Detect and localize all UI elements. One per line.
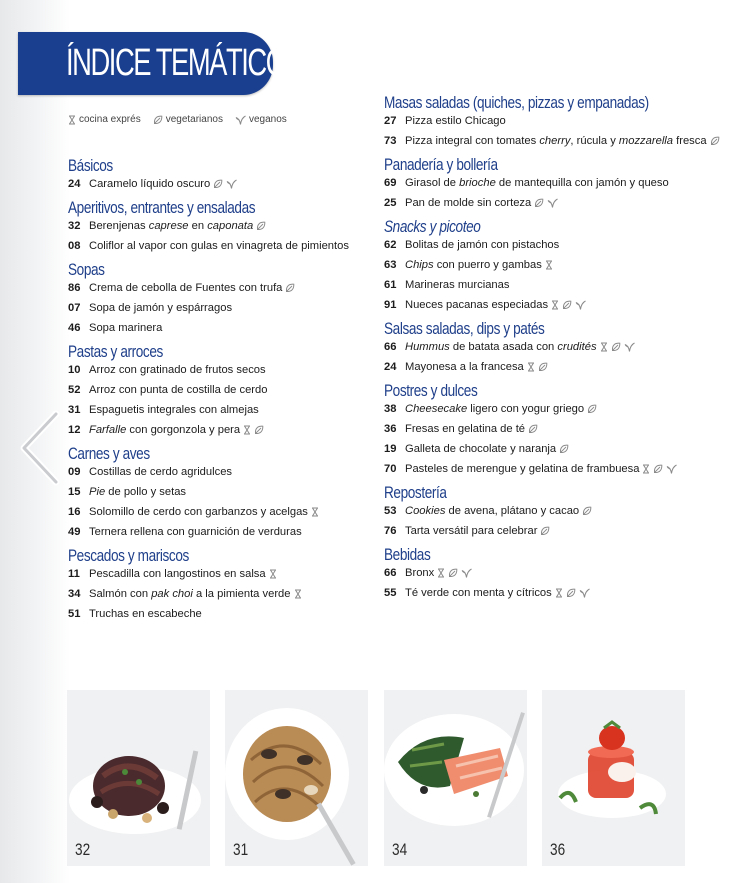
recipe-name-text: Fresas en gelatina de té (405, 423, 526, 435)
recipe-name-text: Sopa marinera (89, 322, 163, 334)
recipe-name-text: Mayonesa a la francesa (405, 361, 524, 373)
section-title: Básicos (68, 156, 113, 175)
index-section (384, 216, 724, 312)
recipe-name (405, 114, 724, 128)
recipe-name-text: Té verde con menta y cítricos (405, 587, 552, 599)
recipe-name-text: Galleta de chocolate y naranja (405, 443, 557, 455)
recipe-entry[interactable] (384, 422, 724, 436)
page-title: ÍNDICE TEMÁTICO (66, 42, 286, 84)
left-column (68, 151, 408, 627)
leaf-icon (611, 342, 621, 352)
recipe-name-text: fresca (673, 135, 707, 147)
page-number: 62 (384, 239, 397, 251)
index-section (384, 92, 724, 148)
leaf-icon (566, 588, 576, 598)
page-number: 38 (384, 403, 397, 415)
photo-page-number: 36 (550, 840, 566, 859)
recipe-name-italic: brioche (459, 177, 496, 189)
recipe-name-text: Arroz con gratinado de frutos secos (89, 364, 266, 376)
recipe-entry[interactable] (384, 258, 724, 272)
recipe-name (405, 586, 724, 600)
photo-strawberry (542, 690, 685, 866)
recipe-name (89, 465, 408, 479)
icon-legend (68, 114, 299, 125)
index-section (68, 259, 408, 335)
page-number: 09 (68, 466, 81, 478)
diet-icons (524, 361, 548, 373)
recipe-entry[interactable] (384, 504, 724, 518)
recipe-entry[interactable] (68, 465, 408, 479)
recipe-name (405, 196, 724, 210)
legend-item (153, 114, 223, 125)
sprout-icon (575, 300, 586, 310)
right-column (384, 88, 724, 606)
hourglass-icon (545, 260, 553, 270)
recipe-name (89, 505, 408, 519)
diet-icons (525, 423, 538, 435)
index-section (68, 155, 408, 191)
page-number: 34 (68, 588, 81, 600)
hourglass-icon (437, 568, 445, 578)
page-number: 16 (68, 506, 81, 518)
recipe-name-text: de mantequilla con jamón y queso (495, 177, 669, 189)
legend-item (235, 114, 287, 125)
sprout-icon (547, 198, 558, 208)
diet-icons (210, 178, 237, 190)
page-number: 69 (384, 177, 397, 189)
recipe-name-text: Berenjenas (89, 220, 149, 232)
page-number: 32 (68, 220, 81, 232)
page-number: 12 (68, 424, 81, 436)
recipe-name-text: Arroz con punta de costilla de cerdo (89, 384, 268, 396)
recipe-name (89, 587, 408, 601)
recipe-name (405, 504, 724, 518)
recipe-name (89, 383, 408, 397)
diet-icons (291, 588, 302, 600)
recipe-name-italic: Hummus (405, 341, 450, 353)
recipe-entry[interactable] (384, 238, 724, 252)
diet-icons (556, 443, 569, 455)
recipe-name-italic: Farfalle (89, 424, 127, 436)
page-number: 36 (384, 423, 397, 435)
page-number: 46 (68, 322, 81, 334)
page-number: 61 (384, 279, 397, 291)
section-title: Carnes y aves (68, 444, 150, 463)
recipe-name-text: Bolitas de jamón con pistachos (405, 239, 560, 251)
recipe-name-text: Sopa de jamón y espárragos (89, 302, 233, 314)
diet-icons (639, 463, 677, 475)
photo-salmon (384, 690, 527, 866)
page-number: 11 (68, 568, 80, 580)
page-number: 66 (384, 567, 397, 579)
recipe-name-text: Bronx (405, 567, 435, 579)
recipe-entry[interactable] (68, 281, 408, 295)
section-title: Pastas y arroces (68, 342, 163, 361)
recipe-name-text: , rúcula y (570, 135, 619, 147)
page-number: 31 (68, 404, 81, 416)
diet-icons (282, 282, 295, 294)
leaf-icon (710, 136, 720, 146)
hourglass-icon (311, 507, 319, 517)
recipe-name (405, 134, 724, 148)
recipe-name-italic: Pie (89, 486, 106, 498)
page-number: 25 (384, 197, 397, 209)
recipe-entry[interactable] (68, 423, 408, 437)
leaf-icon (562, 300, 572, 310)
page-number: 51 (68, 608, 81, 620)
index-section (384, 318, 724, 374)
recipe-name-text: de pollo y setas (105, 486, 187, 498)
legend-label: vegetarianos (165, 114, 223, 125)
diet-icons (253, 220, 266, 232)
recipe-name-text: Solomillo de cerdo con garbanzos y acelgas (89, 506, 308, 518)
page-number: 63 (384, 259, 397, 271)
leaf-icon (256, 221, 266, 231)
recipe-name-text: Pescadilla con langostinos en salsa (89, 568, 266, 580)
recipe-entry[interactable] (384, 402, 724, 416)
recipe-name (405, 524, 724, 538)
leaf-icon (213, 179, 223, 189)
recipe-name-text: de batata asada con (449, 341, 558, 353)
page-number: 70 (384, 463, 397, 475)
sprout-icon (666, 464, 677, 474)
recipe-entry[interactable] (384, 134, 724, 148)
photo-page-number: 32 (75, 840, 91, 859)
recipe-name-italic: crudités (557, 341, 597, 353)
leaf-icon (540, 526, 550, 536)
page-number: 76 (384, 525, 397, 537)
recipe-entry[interactable] (68, 301, 408, 315)
recipe-name (405, 442, 724, 456)
diet-icons (434, 567, 472, 579)
recipe-name-text: en (188, 220, 208, 232)
leaf-icon (448, 568, 458, 578)
index-section (68, 545, 408, 621)
recipe-name (89, 363, 408, 377)
recipe-name (405, 258, 724, 272)
section-title: Repostería (384, 483, 447, 502)
section-title: Masas saladas (quiches, pizzas y empanadas) (384, 93, 649, 112)
recipe-name-text: Tarta versátil para celebrar (405, 525, 538, 537)
leaf-icon (528, 424, 538, 434)
leaf-icon (285, 283, 295, 293)
recipe-entry[interactable] (384, 586, 724, 600)
recipe-entry[interactable] (68, 177, 408, 191)
photo-page-number: 34 (392, 840, 408, 859)
hourglass-icon (269, 569, 277, 579)
page-number: 07 (68, 302, 81, 314)
recipe-name-italic: mozzarella (618, 135, 674, 147)
diet-icons (240, 424, 264, 436)
sprout-icon (235, 115, 246, 125)
photo-spaghetti (225, 690, 368, 866)
leaf-icon (559, 444, 569, 454)
recipe-entry[interactable] (68, 239, 408, 253)
hourglass-icon (294, 589, 302, 599)
recipe-name-text: de avena, plátano y cacao (445, 505, 580, 517)
diet-icons (584, 403, 597, 415)
sprout-icon (579, 588, 590, 598)
hourglass-icon (68, 115, 76, 125)
recipe-name-text: Salmón con (89, 588, 152, 600)
leaf-icon (582, 506, 592, 516)
recipe-name-text: Caramelo líquido oscuro (89, 178, 211, 190)
page-number: 86 (68, 282, 81, 294)
chevron-left-icon (18, 410, 64, 486)
recipe-name (405, 298, 724, 312)
recipe-entry[interactable] (384, 462, 724, 476)
section-title: Aperitivos, entrantes y ensaladas (68, 198, 256, 217)
legend-label: veganos (248, 114, 287, 125)
page-number: 52 (68, 384, 81, 396)
recipe-entry[interactable] (384, 360, 724, 374)
recipe-name (89, 607, 408, 621)
leaf-icon (653, 464, 663, 474)
recipe-entry[interactable] (384, 442, 724, 456)
page-number: 73 (384, 135, 397, 147)
recipe-name-italic: Chips (405, 259, 434, 271)
recipe-name-text: Pasteles de merengue y gelatina de frambuesa (405, 463, 640, 475)
section-title: Salsas saladas, dips y patés (384, 319, 545, 338)
recipe-name-text: Crema de cebolla de Fuentes con trufa (89, 282, 283, 294)
recipe-entry[interactable] (384, 176, 724, 190)
page-number: 19 (384, 443, 397, 455)
hourglass-icon (600, 342, 608, 352)
recipe-entry[interactable] (68, 525, 408, 539)
recipe-name (405, 278, 724, 292)
index-section (384, 154, 724, 210)
recipe-entry[interactable] (384, 278, 724, 292)
recipe-name (405, 360, 724, 374)
recipe-entry[interactable] (384, 114, 724, 128)
recipe-name (405, 462, 724, 476)
diet-icons (597, 341, 635, 353)
section-title: Pescados y mariscos (68, 546, 189, 565)
section-title: Bebidas (384, 545, 431, 564)
page-number: 53 (384, 505, 397, 517)
recipe-name (89, 403, 408, 417)
recipe-entry[interactable] (68, 403, 408, 417)
diet-icons (537, 525, 550, 537)
diet-icons (548, 299, 586, 311)
recipe-name (405, 566, 724, 580)
recipe-name-italic: cherry (539, 135, 571, 147)
diet-icons (552, 587, 590, 599)
recipe-name (405, 402, 724, 416)
recipe-name (89, 281, 408, 295)
recipe-entry[interactable] (68, 567, 408, 581)
hourglass-icon (243, 425, 251, 435)
leaf-icon (587, 404, 597, 414)
title-banner (18, 32, 286, 95)
page-number: 24 (68, 178, 81, 190)
page-number: 66 (384, 341, 397, 353)
recipe-name (405, 340, 724, 354)
index-section (384, 380, 724, 476)
recipe-name-text: Espaguetis integrales con almejas (89, 404, 259, 416)
recipe-entry[interactable] (384, 298, 724, 312)
recipe-name-text: con gorgonzola y pera (126, 424, 241, 436)
recipe-entry[interactable] (68, 321, 408, 335)
diet-icons (531, 197, 558, 209)
sprout-icon (624, 342, 635, 352)
section-title: Sopas (68, 260, 105, 279)
page-number: 49 (68, 526, 81, 538)
page-number: 24 (384, 361, 397, 373)
recipe-name-text: Marineras murcianas (405, 279, 510, 291)
recipe-name (89, 567, 408, 581)
recipe-name (89, 525, 408, 539)
hourglass-icon (551, 300, 559, 310)
recipe-name-text: Nueces pacanas especiadas (405, 299, 549, 311)
previous-page-arrow[interactable] (18, 410, 64, 491)
recipe-name (89, 485, 408, 499)
page-number: 91 (384, 299, 397, 311)
index-section (384, 482, 724, 538)
hourglass-icon (642, 464, 650, 474)
section-title: Postres y dulces (384, 381, 478, 400)
recipe-name-text: a la pimienta verde (192, 588, 291, 600)
recipe-entry[interactable] (384, 566, 724, 580)
recipe-name-text: Costillas de cerdo agridulces (89, 466, 233, 478)
legend-item (68, 114, 141, 125)
leaf-icon (534, 198, 544, 208)
recipe-name (89, 239, 408, 253)
page-number: 27 (384, 115, 397, 127)
recipe-name-italic: caponata (207, 220, 254, 232)
index-section (68, 197, 408, 253)
section-title: Snacks y picoteo (384, 217, 481, 236)
page-number: 08 (68, 240, 81, 252)
recipe-name (405, 422, 724, 436)
recipe-entry[interactable] (384, 524, 724, 538)
legend-label: cocina exprés (79, 114, 141, 125)
recipe-name-text: Coliflor al vapor con gulas en vinagreta de pimientos (89, 240, 349, 252)
photo-eggplant (67, 690, 210, 866)
recipe-entry[interactable] (384, 340, 724, 354)
diet-icons (266, 568, 277, 580)
recipe-name-text: Ternera rellena con guarnición de verduras (89, 526, 302, 538)
recipe-name-italic: caprese (148, 220, 189, 232)
diet-icons (707, 135, 720, 147)
diet-icons (542, 259, 553, 271)
recipe-entry[interactable] (68, 219, 408, 233)
recipe-name (89, 219, 408, 233)
recipe-entry[interactable] (68, 363, 408, 377)
recipe-name (89, 301, 408, 315)
index-section (68, 341, 408, 437)
recipe-name-italic: Cookies (405, 505, 446, 517)
recipe-name-italic: Cheesecake (405, 403, 468, 415)
page-number: 55 (384, 587, 397, 599)
diet-icons (579, 505, 592, 517)
recipe-name-text: Girasol de (405, 177, 460, 189)
recipe-name-text: Pizza integral con tomates (405, 135, 540, 147)
recipe-name-text: Pizza estilo Chicago (405, 115, 506, 127)
sprout-icon (226, 179, 237, 189)
recipe-entry[interactable] (68, 505, 408, 519)
recipe-entry[interactable] (68, 587, 408, 601)
recipe-entry[interactable] (68, 485, 408, 499)
recipe-name-text: Pan de molde sin corteza (405, 197, 532, 209)
recipe-name (89, 321, 408, 335)
page-number: 15 (68, 486, 81, 498)
recipe-entry[interactable] (68, 383, 408, 397)
recipe-entry[interactable] (384, 196, 724, 210)
recipe-name-text: Truchas en escabeche (89, 608, 202, 620)
diet-icons (308, 506, 319, 518)
leaf-icon (538, 362, 548, 372)
recipe-name-text: ligero con yogur griego (467, 403, 585, 415)
section-title: Panadería y bollería (384, 155, 498, 174)
sprout-icon (461, 568, 472, 578)
leaf-icon (153, 115, 163, 125)
index-section (68, 443, 408, 539)
recipe-name (405, 176, 724, 190)
recipe-entry[interactable] (68, 607, 408, 621)
recipe-name (89, 423, 408, 437)
recipe-name-text: con puerro y gambas (433, 259, 542, 271)
recipe-name (405, 238, 724, 252)
index-section (384, 544, 724, 600)
hourglass-icon (555, 588, 563, 598)
recipe-name (89, 177, 408, 191)
page-number: 10 (68, 364, 81, 376)
recipe-name-italic: pak choi (151, 588, 193, 600)
photo-page-number: 31 (233, 840, 249, 859)
hourglass-icon (527, 362, 535, 372)
leaf-icon (254, 425, 264, 435)
